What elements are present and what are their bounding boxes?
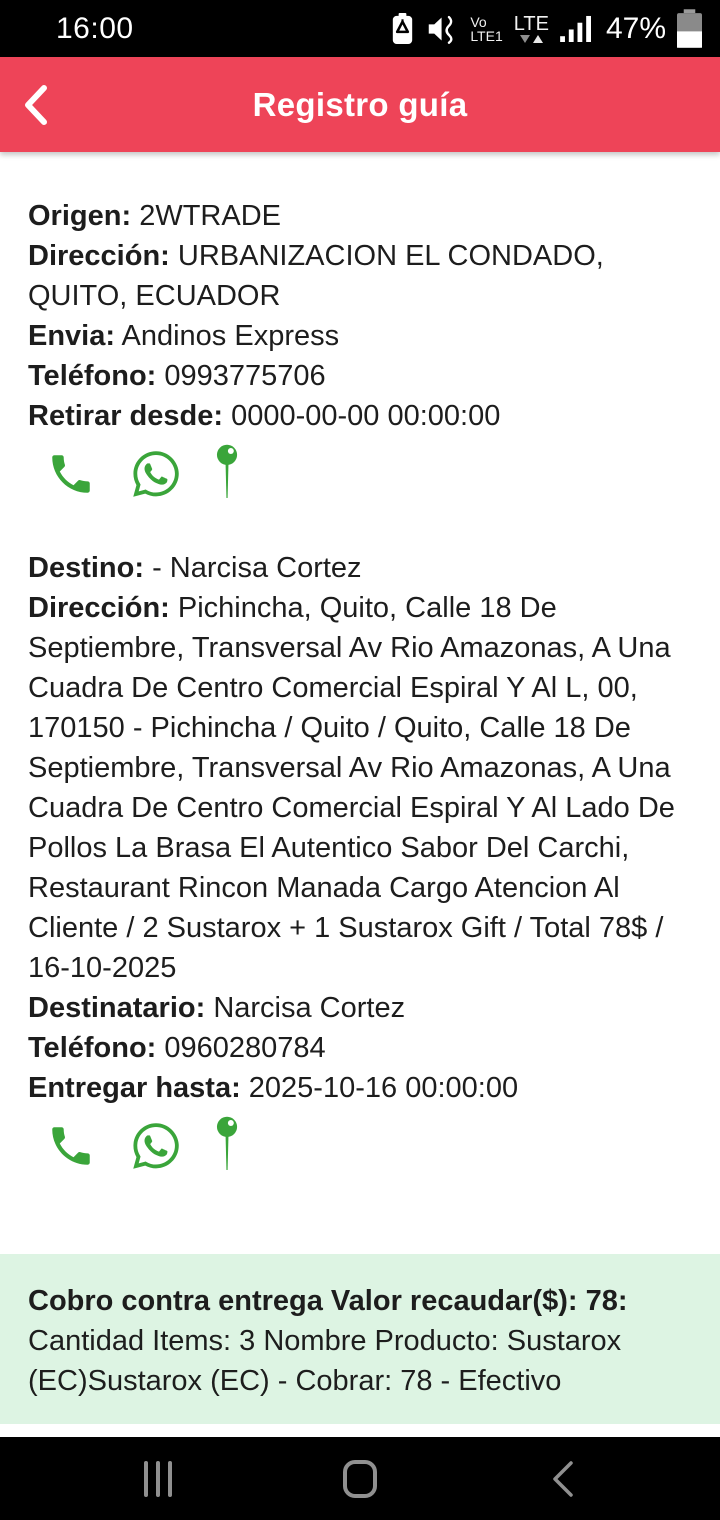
clock: 16:00 bbox=[56, 11, 134, 45]
origin-address-label: Dirección: bbox=[28, 240, 170, 272]
map-pin-icon bbox=[216, 444, 239, 504]
destination-address-value: Pichincha, Quito, Calle 18 De Septiembre, Transversal Av Rio Amazonas, A Una Cuadra De Centro Comercial Espiral Y Al L, 00, 170150 - Pichincha / Quito / Quito, Calle 18 De Septiembre, Transversal Av Rio Amazonas, A Una Cuadra De Centro Comercial Espiral Y Al Lado De Pollos La Brasa El Autentico Sabor Del Carchi, Restaurant Rincon Manada Cargo Atencion Al Cliente / 2 Sustarox + 1 Sustarox Gift / Total 78$ / 16-10-2025 bbox=[28, 592, 675, 984]
origin-pickup-line bbox=[28, 396, 692, 436]
network-type-indicator bbox=[513, 12, 549, 43]
volte-bottom-label: LTE1 bbox=[470, 27, 503, 44]
recents-icon bbox=[138, 1459, 178, 1499]
arrow-up-icon bbox=[533, 35, 543, 43]
status-bar bbox=[0, 0, 720, 57]
destination-address-label: Dirección: bbox=[28, 592, 170, 624]
cod-title bbox=[28, 1281, 692, 1321]
destination-deadline-line bbox=[28, 1068, 692, 1108]
destination-name-line bbox=[28, 548, 692, 588]
origin-pickup-value: 0000-00-00 00:00:00 bbox=[231, 400, 501, 432]
origin-section bbox=[28, 196, 692, 436]
origin-address-value: URBANIZACION EL CONDADO, QUITO, ECUADOR bbox=[28, 240, 604, 312]
destination-actions bbox=[28, 1108, 692, 1180]
volte-top-label: Vo bbox=[470, 13, 487, 30]
destination-call-button[interactable] bbox=[46, 1121, 96, 1171]
destination-section bbox=[28, 548, 692, 1108]
destination-deadline-value: 2025-10-16 00:00:00 bbox=[248, 1072, 519, 1104]
origin-name-line bbox=[28, 196, 692, 236]
phone-icon bbox=[46, 1121, 96, 1171]
origin-actions bbox=[28, 436, 692, 508]
back-button[interactable] bbox=[10, 75, 62, 135]
battery-percent-label: 47% bbox=[605, 11, 666, 45]
data-activity-icon bbox=[520, 35, 543, 43]
origin-phone-value: 0993775706 bbox=[164, 360, 326, 392]
whatsapp-icon bbox=[130, 1120, 182, 1172]
nav-back-icon bbox=[548, 1459, 576, 1499]
destination-phone-label: Teléfono: bbox=[28, 1032, 157, 1064]
android-nav-bar bbox=[0, 1437, 720, 1520]
signal-strength-icon bbox=[560, 15, 595, 42]
home-button[interactable] bbox=[320, 1449, 400, 1509]
destination-name-label: Destino: bbox=[28, 552, 144, 584]
origin-call-button[interactable] bbox=[46, 449, 96, 499]
app-header bbox=[0, 57, 720, 152]
origin-address-line bbox=[28, 236, 692, 316]
origin-map-button[interactable] bbox=[216, 444, 239, 504]
destination-deadline-label: Entregar hasta: bbox=[28, 1072, 241, 1104]
battery-saver-icon bbox=[390, 13, 415, 44]
destination-recipient-label: Destinatario: bbox=[28, 992, 206, 1024]
status-bar-icons bbox=[390, 9, 702, 48]
origin-name-label: Origen: bbox=[28, 200, 132, 232]
destination-phone-line bbox=[28, 1028, 692, 1068]
nav-back-button[interactable] bbox=[522, 1449, 602, 1509]
origin-phone-label: Teléfono: bbox=[28, 360, 157, 392]
guide-details bbox=[0, 152, 720, 1437]
origin-sender-line bbox=[28, 316, 692, 356]
destination-name-value: - Narcisa Cortez bbox=[152, 552, 362, 584]
network-type-label: LTE bbox=[513, 12, 549, 35]
origin-sender-value: Andinos Express bbox=[121, 320, 340, 352]
volte-indicator bbox=[470, 15, 502, 43]
mute-vibrate-icon bbox=[426, 13, 459, 45]
origin-whatsapp-button[interactable] bbox=[130, 448, 182, 500]
battery-icon bbox=[677, 9, 702, 48]
whatsapp-icon bbox=[130, 448, 182, 500]
home-icon bbox=[340, 1458, 380, 1500]
destination-phone-value: 0960280784 bbox=[164, 1032, 326, 1064]
chevron-left-icon bbox=[23, 84, 49, 126]
destination-whatsapp-button[interactable] bbox=[130, 1120, 182, 1172]
destination-map-button[interactable] bbox=[216, 1116, 239, 1176]
cod-details: Cantidad Items: 3 Nombre Producto: Sustarox (EC)Sustarox (EC) - Cobrar: 78 - Efectivo bbox=[28, 1325, 622, 1397]
recents-button[interactable] bbox=[118, 1449, 198, 1509]
arrow-down-icon bbox=[520, 35, 530, 43]
cod-box bbox=[0, 1254, 720, 1424]
destination-address-line bbox=[28, 588, 692, 988]
page-title: Registro guía bbox=[252, 85, 468, 123]
destination-recipient-value: Narcisa Cortez bbox=[213, 992, 406, 1024]
map-pin-icon bbox=[216, 1116, 239, 1176]
origin-sender-label: Envia: bbox=[28, 320, 116, 352]
destination-recipient-line bbox=[28, 988, 692, 1028]
cod-title-text: Cobro contra entrega Valor recaudar($): 78: bbox=[28, 1285, 628, 1317]
origin-phone-line bbox=[28, 356, 692, 396]
origin-pickup-label: Retirar desde: bbox=[28, 400, 224, 432]
origin-name-value: 2WTRADE bbox=[139, 200, 281, 232]
phone-icon bbox=[46, 449, 96, 499]
